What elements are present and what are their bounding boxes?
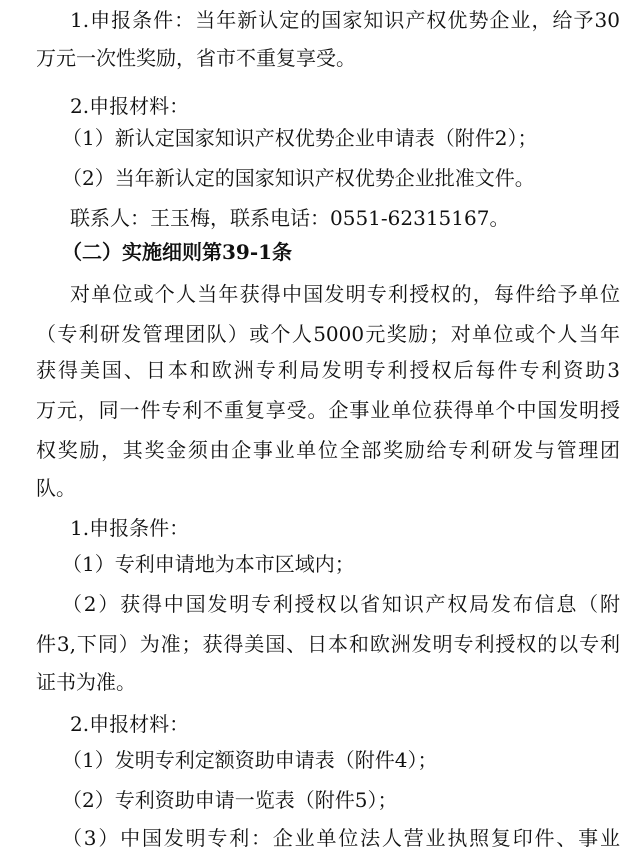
- text-line-5: （2）当年新认定的国家知识产权优势企业批准文件。: [62, 166, 535, 190]
- text-line-19: 2.申报材料：: [70, 712, 190, 736]
- text-line-21: （2）专利资助申请一览表（附件5）；: [62, 788, 398, 812]
- text-line-13: 队。: [36, 476, 76, 500]
- text-line-16: （2）获得中国发明专利授权以省知识产权局发布信息（附: [62, 592, 620, 616]
- text-line-11: 万元，同一件专利不重复享受。企事业单位获得单个中国发明授: [36, 398, 620, 422]
- text-line-10: 获得美国、日本和欧洲专利局发明专利授权后每件专利资助3: [36, 358, 620, 382]
- text-line-22: （3）中国发明专利：企业单位法人营业执照复印件、事业: [62, 826, 620, 850]
- text-line-9: （专利研发管理团队）或个人5000元奖励；对单位或个人当年: [36, 322, 620, 346]
- text-line-4: （1）新认定国家知识产权优势企业申请表（附件2）；: [62, 126, 538, 150]
- text-line-17: 件3,下同）为准；获得美国、日本和欧洲发明专利授权的以专利: [36, 632, 620, 656]
- text-line-18: 证书为准。: [36, 670, 136, 694]
- text-line-1: 1.申报条件：当年新认定的国家知识产权优势企业，给予30: [70, 8, 620, 32]
- text-line-20: （1）发明专利定额资助申请表（附件4）；: [62, 748, 438, 772]
- text-line-3: 2.申报材料：: [70, 94, 190, 118]
- text-line-8: 对单位或个人当年获得中国发明专利授权的，每件给予单位: [70, 282, 620, 306]
- text-line-2: 万元一次性奖励，省市不重复享受。: [36, 46, 356, 70]
- text-line-6: 联系人：王玉梅，联系电话：0551-62315167。: [70, 206, 510, 230]
- text-line-12: 权奖励，其奖金须由企事业单位全部奖励给专利研发与管理团: [36, 438, 620, 462]
- text-line-15: （1）专利申请地为本市区域内；: [62, 552, 355, 576]
- section-heading: （二）实施细则第39-1条: [62, 240, 293, 264]
- text-line-14: 1.申报条件：: [70, 516, 190, 540]
